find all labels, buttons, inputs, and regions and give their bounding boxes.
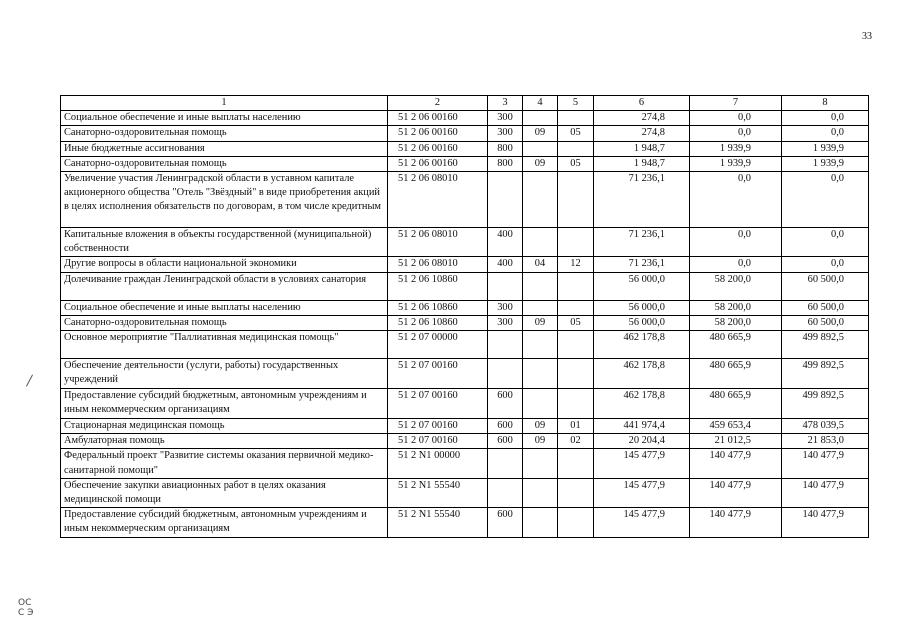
header-row <box>61 96 869 111</box>
page-number: 33 <box>862 31 872 42</box>
subsection <box>558 478 594 507</box>
section <box>523 172 558 228</box>
subsection <box>558 449 594 478</box>
amount-year-2: 140 477,9 <box>690 478 782 507</box>
amount-year-2: 480 665,9 <box>690 331 782 359</box>
subsection <box>558 508 594 538</box>
section <box>523 389 558 419</box>
row-name: Увеличение участия Ленинградской области в уставном капитале акционерного общества "Отель "Звёздный" в виде приобретения акций в целях исполнения обязательств по договорам, в том числе кредитным <box>61 172 388 228</box>
amount-year-2: 140 477,9 <box>690 449 782 478</box>
amount-year-3: 499 892,5 <box>782 359 869 389</box>
expense-type <box>488 172 523 228</box>
table-row <box>61 508 869 538</box>
expense-type: 300 <box>488 300 523 315</box>
amount-year-2: 0,0 <box>690 228 782 257</box>
row-name: Социальное обеспечение и иные выплаты населению <box>61 300 388 315</box>
amount-year-1: 71 236,1 <box>594 228 690 257</box>
section <box>523 508 558 538</box>
subsection <box>558 389 594 419</box>
amount-year-2: 1 939,9 <box>690 156 782 171</box>
amount-year-3: 60 500,0 <box>782 272 869 300</box>
amount-year-3: 140 477,9 <box>782 478 869 507</box>
row-name: Санаторно-оздоровительная помощь <box>61 156 388 171</box>
subsection <box>558 331 594 359</box>
expense-type: 400 <box>488 257 523 272</box>
column-header: 6 <box>594 96 690 111</box>
section: 09 <box>523 434 558 449</box>
amount-year-3: 499 892,5 <box>782 331 869 359</box>
column-header: 5 <box>558 96 594 111</box>
expense-type: 600 <box>488 389 523 419</box>
amount-year-1: 441 974,4 <box>594 419 690 434</box>
expense-type: 300 <box>488 111 523 126</box>
target-code: 51 2 06 00160 <box>388 126 488 141</box>
amount-year-3: 499 892,5 <box>782 389 869 419</box>
amount-year-1: 56 000,0 <box>594 315 690 330</box>
expense-type: 600 <box>488 508 523 538</box>
row-name: Другие вопросы в области национальной экономики <box>61 257 388 272</box>
amount-year-1: 274,8 <box>594 126 690 141</box>
expense-type <box>488 359 523 389</box>
amount-year-2: 21 012,5 <box>690 434 782 449</box>
amount-year-3: 21 853,0 <box>782 434 869 449</box>
subsection <box>558 272 594 300</box>
expense-type: 300 <box>488 315 523 330</box>
amount-year-3: 0,0 <box>782 257 869 272</box>
amount-year-2: 0,0 <box>690 111 782 126</box>
target-code: 51 2 06 10860 <box>388 300 488 315</box>
expense-type <box>488 478 523 507</box>
corner-stamp: ОС С Э <box>18 598 34 618</box>
section: 04 <box>523 257 558 272</box>
table-row <box>61 478 869 507</box>
subsection: 01 <box>558 419 594 434</box>
table-row <box>61 331 869 359</box>
amount-year-3: 0,0 <box>782 228 869 257</box>
expense-type <box>488 449 523 478</box>
expense-type <box>488 331 523 359</box>
amount-year-1: 462 178,8 <box>594 331 690 359</box>
subsection <box>558 111 594 126</box>
section: 09 <box>523 156 558 171</box>
row-name: Стационарная медицинская помощь <box>61 419 388 434</box>
target-code: 51 2 06 10860 <box>388 272 488 300</box>
target-code: 51 2 06 10860 <box>388 315 488 330</box>
amount-year-1: 145 477,9 <box>594 478 690 507</box>
table-row <box>61 419 869 434</box>
expense-type: 600 <box>488 419 523 434</box>
subsection: 12 <box>558 257 594 272</box>
target-code: 51 2 N1 00000 <box>388 449 488 478</box>
target-code: 51 2 07 00000 <box>388 331 488 359</box>
target-code: 51 2 07 00160 <box>388 359 488 389</box>
section: 09 <box>523 315 558 330</box>
row-name: Долечивание граждан Ленинградской области в условиях санатория <box>61 272 388 300</box>
table-row <box>61 228 869 257</box>
table-row <box>61 111 869 126</box>
section <box>523 272 558 300</box>
section <box>523 111 558 126</box>
section <box>523 331 558 359</box>
expense-type: 300 <box>488 126 523 141</box>
row-name: Капитальные вложения в объекты государственной (муниципальной) собственности <box>61 228 388 257</box>
amount-year-1: 71 236,1 <box>594 172 690 228</box>
subsection <box>558 228 594 257</box>
amount-year-1: 56 000,0 <box>594 300 690 315</box>
amount-year-2: 480 665,9 <box>690 389 782 419</box>
amount-year-2: 58 200,0 <box>690 315 782 330</box>
amount-year-1: 462 178,8 <box>594 359 690 389</box>
table-row <box>61 172 869 228</box>
row-name: Предоставление субсидий бюджетным, автономным учреждениям и иным некоммерческим организациям <box>61 389 388 419</box>
amount-year-3: 60 500,0 <box>782 315 869 330</box>
table-row <box>61 126 869 141</box>
row-name: Обеспечение закупки авиационных работ в целях оказания медицинской помощи <box>61 478 388 507</box>
section <box>523 359 558 389</box>
table-row <box>61 257 869 272</box>
expense-type: 800 <box>488 141 523 156</box>
subsection: 05 <box>558 126 594 141</box>
table-row <box>61 315 869 330</box>
amount-year-3: 0,0 <box>782 126 869 141</box>
amount-year-1: 462 178,8 <box>594 389 690 419</box>
amount-year-2: 0,0 <box>690 126 782 141</box>
amount-year-3: 478 039,5 <box>782 419 869 434</box>
row-name: Социальное обеспечение и иные выплаты населению <box>61 111 388 126</box>
column-header: 4 <box>523 96 558 111</box>
amount-year-3: 140 477,9 <box>782 508 869 538</box>
section <box>523 228 558 257</box>
table-row <box>61 389 869 419</box>
table-row <box>61 156 869 171</box>
section <box>523 300 558 315</box>
amount-year-1: 56 000,0 <box>594 272 690 300</box>
column-header: 3 <box>488 96 523 111</box>
amount-year-1: 274,8 <box>594 111 690 126</box>
row-name: Предоставление субсидий бюджетным, автономным учреждениям и иным некоммерческим организациям <box>61 508 388 538</box>
target-code: 51 2 07 00160 <box>388 389 488 419</box>
row-name: Федеральный проект "Развитие системы оказания первичной медико-санитарной помощи" <box>61 449 388 478</box>
target-code: 51 2 07 00160 <box>388 419 488 434</box>
column-header: 7 <box>690 96 782 111</box>
amount-year-2: 459 653,4 <box>690 419 782 434</box>
row-name: Санаторно-оздоровительная помощь <box>61 126 388 141</box>
row-name: Обеспечение деятельности (услуги, работы) государственных учреждений <box>61 359 388 389</box>
subsection: 05 <box>558 315 594 330</box>
target-code: 51 2 06 08010 <box>388 172 488 228</box>
pen-mark <box>26 375 33 387</box>
section: 09 <box>523 126 558 141</box>
table-row <box>61 434 869 449</box>
section <box>523 449 558 478</box>
budget-table <box>60 95 869 538</box>
subsection: 05 <box>558 156 594 171</box>
subsection <box>558 172 594 228</box>
table-body <box>61 96 869 538</box>
amount-year-2: 1 939,9 <box>690 141 782 156</box>
expense-type <box>488 272 523 300</box>
amount-year-3: 0,0 <box>782 111 869 126</box>
target-code: 51 2 N1 55540 <box>388 478 488 507</box>
amount-year-3: 1 939,9 <box>782 156 869 171</box>
column-header: 1 <box>61 96 388 111</box>
amount-year-1: 1 948,7 <box>594 156 690 171</box>
expense-type: 400 <box>488 228 523 257</box>
expense-type: 800 <box>488 156 523 171</box>
amount-year-3: 1 939,9 <box>782 141 869 156</box>
table-row <box>61 141 869 156</box>
section: 09 <box>523 419 558 434</box>
target-code: 51 2 06 08010 <box>388 228 488 257</box>
column-header: 8 <box>782 96 869 111</box>
amount-year-3: 0,0 <box>782 172 869 228</box>
amount-year-2: 58 200,0 <box>690 300 782 315</box>
amount-year-3: 60 500,0 <box>782 300 869 315</box>
amount-year-1: 71 236,1 <box>594 257 690 272</box>
amount-year-2: 0,0 <box>690 172 782 228</box>
expense-type: 600 <box>488 434 523 449</box>
row-name: Амбулаторная помощь <box>61 434 388 449</box>
target-code: 51 2 06 08010 <box>388 257 488 272</box>
subsection <box>558 300 594 315</box>
target-code: 51 2 06 00160 <box>388 141 488 156</box>
amount-year-1: 20 204,4 <box>594 434 690 449</box>
table-row <box>61 359 869 389</box>
target-code: 51 2 06 00160 <box>388 156 488 171</box>
amount-year-1: 1 948,7 <box>594 141 690 156</box>
section <box>523 141 558 156</box>
target-code: 51 2 07 00160 <box>388 434 488 449</box>
target-code: 51 2 N1 55540 <box>388 508 488 538</box>
amount-year-1: 145 477,9 <box>594 449 690 478</box>
row-name: Основное мероприятие "Паллиативная медицинская помощь" <box>61 331 388 359</box>
amount-year-3: 140 477,9 <box>782 449 869 478</box>
target-code: 51 2 06 00160 <box>388 111 488 126</box>
row-name: Санаторно-оздоровительная помощь <box>61 315 388 330</box>
subsection: 02 <box>558 434 594 449</box>
amount-year-2: 0,0 <box>690 257 782 272</box>
column-header: 2 <box>388 96 488 111</box>
table-row <box>61 449 869 478</box>
subsection <box>558 141 594 156</box>
subsection <box>558 359 594 389</box>
table-row <box>61 272 869 300</box>
amount-year-2: 58 200,0 <box>690 272 782 300</box>
row-name: Иные бюджетные ассигнования <box>61 141 388 156</box>
amount-year-2: 140 477,9 <box>690 508 782 538</box>
amount-year-1: 145 477,9 <box>594 508 690 538</box>
amount-year-2: 480 665,9 <box>690 359 782 389</box>
table-row <box>61 300 869 315</box>
section <box>523 478 558 507</box>
